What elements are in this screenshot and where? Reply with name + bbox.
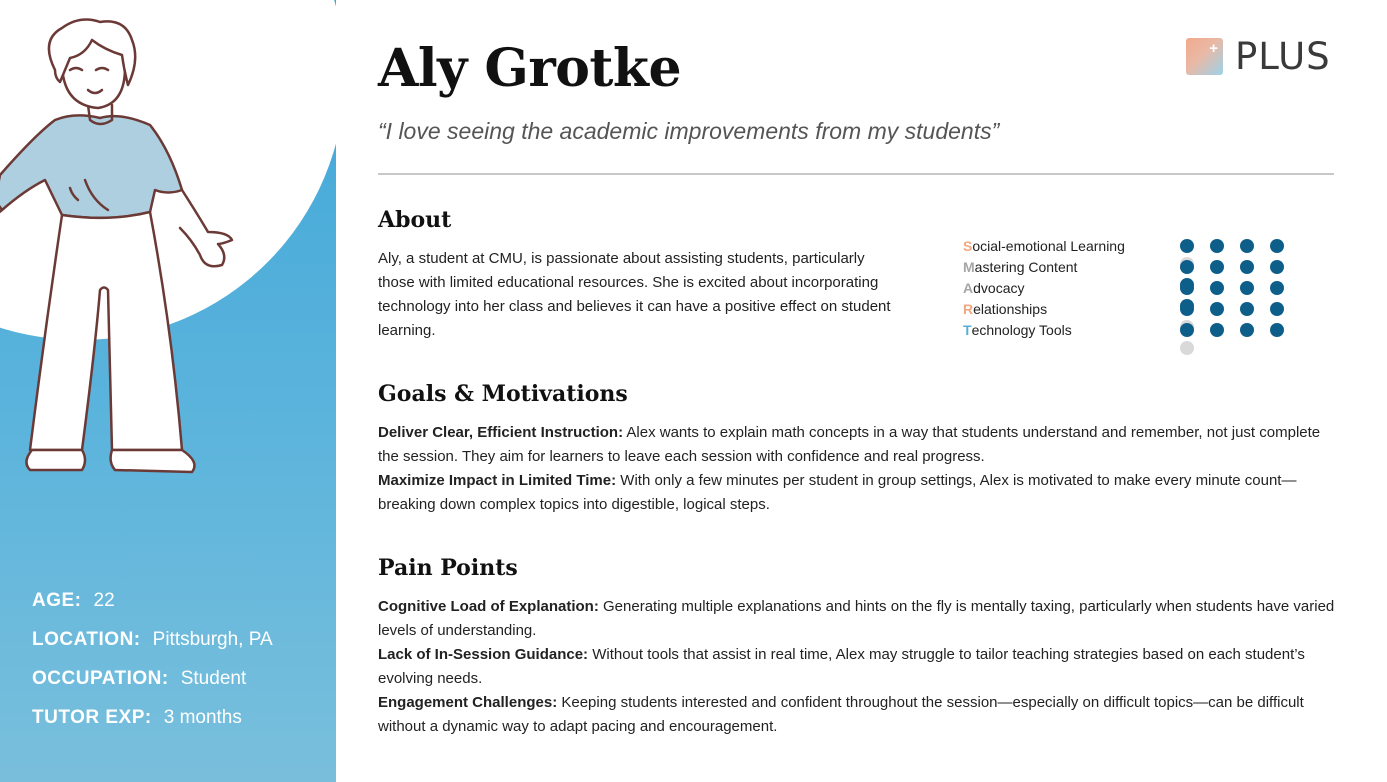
rating-dot-filled	[1270, 260, 1284, 274]
smart-label-text: astering Content	[974, 259, 1078, 275]
pain-text: Generating multiple explanations and hints on the fly is mentally taxing, particularly when students have varied levels of understanding.	[378, 598, 1335, 639]
fact-tutor-exp	[32, 707, 273, 728]
pain-list	[378, 595, 1343, 739]
fact-label: OCCUPATION:	[32, 668, 169, 689]
goal-text: Alex wants to explain math concepts in a way that students understand and remember, not just complete the session. They aim for learners to leave each session with confidence and real progress.	[378, 424, 1321, 465]
rating-dot-empty	[1180, 341, 1194, 355]
pain-title: Lack of In-Session Guidance:	[378, 646, 589, 663]
about-text: Aly, a student at CMU, is passionate about assisting students, particularly those with limited educational resources. She is excited about incorporating technology into her class and believes it can have a positive effect on student learning.	[378, 250, 891, 339]
rating-dot-filled	[1270, 281, 1284, 295]
rating-dot-filled	[1180, 260, 1194, 274]
fact-label: TUTOR EXP:	[32, 707, 152, 728]
rating-dot-filled	[1180, 239, 1194, 253]
pain-item	[378, 643, 1343, 691]
plus-logo-icon: +	[1186, 38, 1223, 75]
fact-value: 22	[93, 590, 115, 611]
smart-label-text: ocial-emotional Learning	[972, 238, 1125, 254]
rating-dot-filled	[1210, 281, 1224, 295]
smart-initial: T	[963, 322, 972, 338]
rating-dot-filled	[1270, 323, 1284, 337]
smart-initial: S	[963, 238, 973, 254]
fact-value: 3 months	[163, 707, 242, 728]
fact-label: LOCATION:	[32, 629, 141, 650]
smart-label	[963, 301, 1047, 317]
plus-logo	[1186, 35, 1331, 78]
rating-dot-filled	[1240, 323, 1254, 337]
logo-text: PLUS	[1235, 35, 1331, 78]
pain-item	[378, 595, 1343, 643]
fact-label: AGE:	[32, 590, 82, 611]
goal-title: Maximize Impact in Limited Time:	[378, 472, 617, 489]
smart-row	[963, 278, 1323, 299]
goal-item	[378, 469, 1343, 517]
profile-facts	[32, 590, 273, 746]
smart-label	[963, 259, 1077, 275]
smart-ratings	[963, 236, 1323, 341]
rating-dot-filled	[1240, 302, 1254, 316]
persona-illustration	[0, 0, 336, 500]
about-heading: About	[378, 207, 452, 233]
smart-label	[963, 238, 1125, 254]
fact-value: Pittsburgh, PA	[152, 629, 273, 650]
goal-title: Deliver Clear, Efficient Instruction:	[378, 424, 624, 441]
smart-label-text: echnology Tools	[971, 322, 1072, 338]
rating-dot-filled	[1240, 281, 1254, 295]
goals-list	[378, 421, 1343, 517]
rating-dot-filled	[1270, 302, 1284, 316]
goal-text: With only a few minutes per student in group settings, Alex is motivated to make every minute count—breaking down complex topics into digestible, logical steps.	[378, 472, 1297, 513]
pain-text: Without tools that assist in real time, Alex may struggle to tailor teaching strategies based on each student’s evolving needs.	[378, 646, 1305, 687]
pain-heading: Pain Points	[378, 555, 518, 581]
smart-initial: A	[963, 280, 974, 296]
smart-label-text: dvocacy	[973, 280, 1025, 296]
fact-location	[32, 629, 273, 650]
header-divider	[378, 173, 1334, 175]
rating-dot-filled	[1210, 323, 1224, 337]
smart-label-text: elationships	[973, 301, 1048, 317]
smart-row	[963, 236, 1323, 257]
fact-age	[32, 590, 273, 611]
persona-quote: “I love seeing the academic improvements from my students”	[378, 118, 1000, 144]
pain-text: Keeping students interested and confident throughout the session—especially on difficult topics—can be difficult without a dynamic way to adapt pacing and encouragement.	[378, 694, 1304, 735]
goals-heading: Goals & Motivations	[378, 381, 628, 407]
rating-dot-filled	[1180, 302, 1194, 316]
rating-dot-filled	[1240, 260, 1254, 274]
rating-dot-filled	[1240, 239, 1254, 253]
smart-initial: R	[963, 301, 974, 317]
pain-title: Cognitive Load of Explanation:	[378, 598, 599, 615]
rating-dot-filled	[1180, 323, 1194, 337]
goal-item	[378, 421, 1343, 469]
fact-value: Student	[180, 668, 247, 689]
persona-name: Aly Grotke	[378, 38, 682, 99]
rating-dot-filled	[1210, 260, 1224, 274]
pain-title: Engagement Challenges:	[378, 694, 558, 711]
rating-dot-filled	[1270, 239, 1284, 253]
smart-row	[963, 257, 1323, 278]
smart-row	[963, 320, 1323, 341]
smart-label	[963, 322, 1072, 338]
rating-dot-filled	[1210, 239, 1224, 253]
smart-row	[963, 299, 1323, 320]
profile-sidebar	[0, 0, 336, 782]
fact-occupation	[32, 668, 273, 689]
smart-initial: M	[963, 259, 975, 275]
rating-dot-filled	[1180, 281, 1194, 295]
smart-label	[963, 280, 1024, 296]
rating-dot-filled	[1210, 302, 1224, 316]
rating-dots	[1180, 323, 1323, 359]
pain-item	[378, 691, 1343, 739]
